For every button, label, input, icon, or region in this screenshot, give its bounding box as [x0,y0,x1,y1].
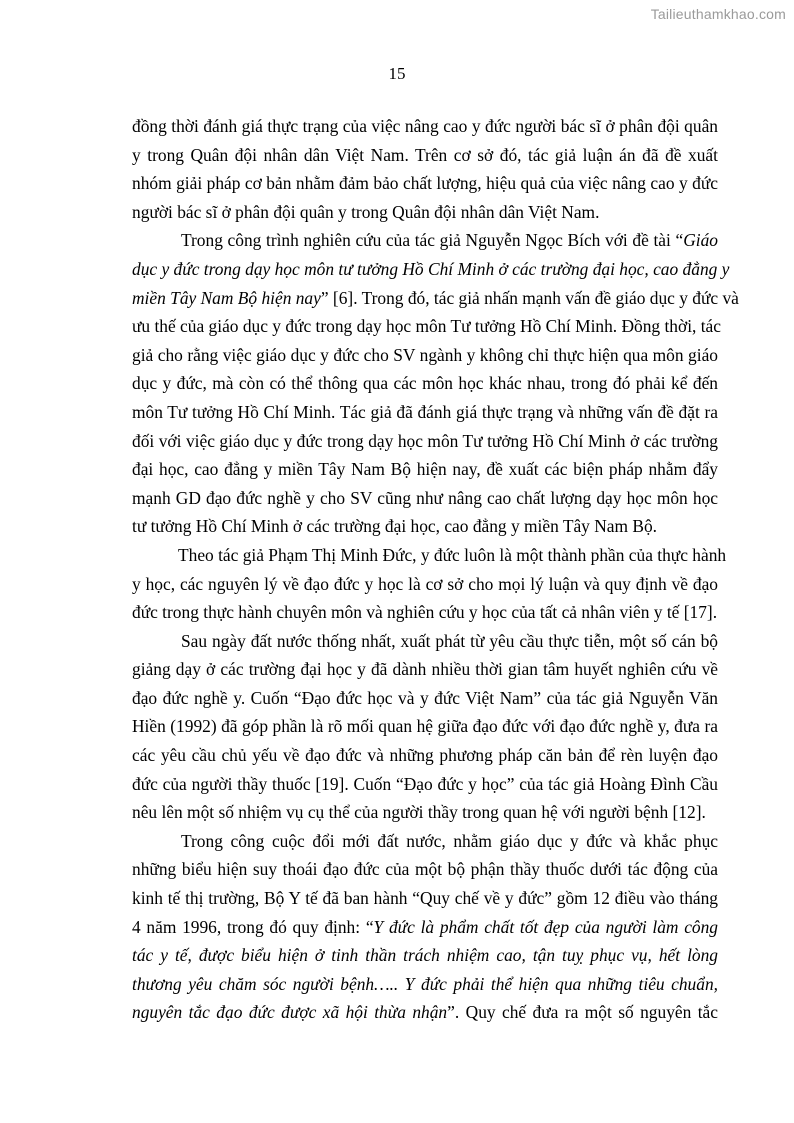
text-line [132,455,718,484]
text-segment: đồng thời đánh giá thực trạng của việc nâng cao y đức người bác sĩ ở phân đội quân [132,116,718,136]
text-segment: tư tưởng Hồ Chí Minh ở các trường đại học, cao đẳng y miền Tây Nam Bộ. [132,516,657,537]
text-line [132,512,718,541]
text-line [132,884,718,913]
text-segment: ưu thế của giáo dục y đức trong dạy học môn Tư tưởng Hồ Chí Minh. Đồng thời, tác [132,316,721,337]
italic-text: Giáo [683,230,718,251]
text-line [132,827,718,856]
text-line [132,427,718,456]
text-segment: Trong công trình nghiên cứu của tác giả Nguyễn Ngọc Bích với đề tài “ [181,230,684,251]
text-line [132,141,718,170]
text-line [132,484,718,513]
text-line [132,226,718,255]
text-segment: 4 năm 1996, trong đó quy định: “ [132,916,374,937]
text-line [132,284,739,313]
italic-text: miền Tây Nam Bộ hiện nay [132,287,321,308]
text-line [132,998,718,1027]
paragraph [132,827,718,1027]
text-segment: kinh tế thị trường, Bộ Y tế đã ban hành “Quy chế về y đức” gồm 12 điều vào tháng [132,888,718,909]
text-line [132,570,718,599]
text-line [132,798,718,827]
italic-text: thương yêu chăm sóc người bệnh….. Y đức phải thể hiện qua những tiêu chuẩn, [132,973,718,994]
text-segment: đức trong thực hành chuyên môn và nghiên cứu y học của tất cả nhân viên y tế [17]. [132,602,718,623]
text-segment: đức của người thầy thuốc [19]. Cuốn “Đạo đức y học” của tác giả Hoàng Đình Cầu [132,773,718,794]
text-segment: giảng dạy ở các trường đại học y đã dành nhiều thời gian tâm huyết nghiên cứu về [132,659,718,680]
text-segment: môn Tư tưởng Hồ Chí Minh. Tác giả đã đánh giá thực trạng và những vấn đề đặt ra [132,401,718,422]
paragraph [132,541,727,627]
text-line [132,970,718,999]
text-segment: ”. Quy chế đưa ra một số nguyên tắc [447,1002,718,1023]
text-line [132,369,718,398]
text-line [132,598,718,627]
italic-text: tác y tế, được biểu hiện ở tinh thần trách nhiệm cao, tận tuỵ phục vụ, hết lòng [132,945,718,966]
text-segment: Sau ngày đất nước thống nhất, xuất phát từ yêu cầu thực tiễn, một số cán bộ [181,630,718,651]
text-line [132,341,718,370]
paragraph [132,112,718,226]
text-segment: các yêu cầu chủ yếu về đạo đức và những phương pháp căn bản để rèn luyện đạo [132,745,718,766]
italic-text: dục y đức trong dạy học môn tư tưởng Hồ Chí Minh ở các trường đại học, cao đẳng y [132,258,730,279]
text-segment: những biểu hiện suy thoái đạo đức của một bộ phận thầy thuốc dưới tác động của [132,859,718,880]
text-line [132,541,727,570]
watermark: Tailieuthamkhao.com [650,6,786,22]
text-segment: Hiền (1992) đã góp phần là rõ mối quan hệ giữa đạo đức với đạo đức nghề y, đưa ra [132,716,718,737]
document-body [132,112,739,1027]
text-segment: ” [6]. Trong đó, tác giả nhấn mạnh vấn đề giáo dục y đức và [320,287,739,308]
text-line [132,913,718,942]
text-line [132,169,718,198]
text-line [132,255,730,284]
italic-text: nguyên tắc đạo đức được xã hội thừa nhận [132,1002,448,1023]
page-number: 15 [388,64,406,83]
text-line [132,712,718,741]
text-segment: đại học, cao đẳng y miền Tây Nam Bộ hiện nay, đề xuất các biện pháp nhằm đẩy [132,459,718,480]
text-segment: Trong công cuộc đổi mới đất nước, nhằm giáo dục y đức và khắc phục [181,830,718,851]
text-segment: mạnh GD đạo đức nghề y cho SV cũng như nâng cao chất lượng dạy học môn học [132,487,718,508]
text-line [132,655,718,684]
text-line [132,112,718,141]
paragraph [132,627,718,827]
paragraph [132,226,739,541]
text-line [132,741,718,770]
text-line [132,398,718,427]
text-line [132,198,718,227]
text-line [132,312,721,341]
text-line [132,684,718,713]
text-segment: Theo tác giả Phạm Thị Minh Đức, y đức luôn là một thành phần của thực hành [178,544,727,565]
text-line [132,627,718,656]
italic-text: Y đức là phẩm chất tốt đẹp của người làm công [373,916,718,937]
text-segment: y trong Quân đội nhân dân Việt Nam. Trên cơ sở đó, tác giả luận án đã đề xuất [132,144,718,165]
text-line [132,770,718,799]
text-line [132,941,718,970]
text-segment: nêu lên một số nhiệm vụ cụ thể của người thầy trong quan hệ với người bệnh [12]. [132,802,706,823]
text-segment: nhóm giải pháp cơ bản nhằm đảm bảo chất lượng, hiệu quả của việc nâng cao y đức [132,173,718,194]
text-segment: đối với việc giáo dục y đức trong dạy học môn Tư tưởng Hồ Chí Minh ở các trường [132,430,718,451]
text-segment: dục y đức, mà còn có thể thông qua các môn học khác nhau, trong đó phải kể đến [132,373,718,394]
text-segment: đạo đức nghề y. Cuốn “Đạo đức học và y đức Việt Nam” của tác giả Nguyễn Văn [132,687,718,708]
text-segment: người bác sĩ ở phân đội quân y trong Quân đội nhân dân Việt Nam. [132,201,600,222]
text-segment: y học, các nguyên lý về đạo đức y học là cơ sở cho mọi lý luận và quy định về đạo [132,573,718,594]
text-segment: giả cho rằng việc giáo dục y đức cho SV ngành y không chỉ thực hiện qua môn giáo [132,344,718,365]
text-line [132,855,718,884]
